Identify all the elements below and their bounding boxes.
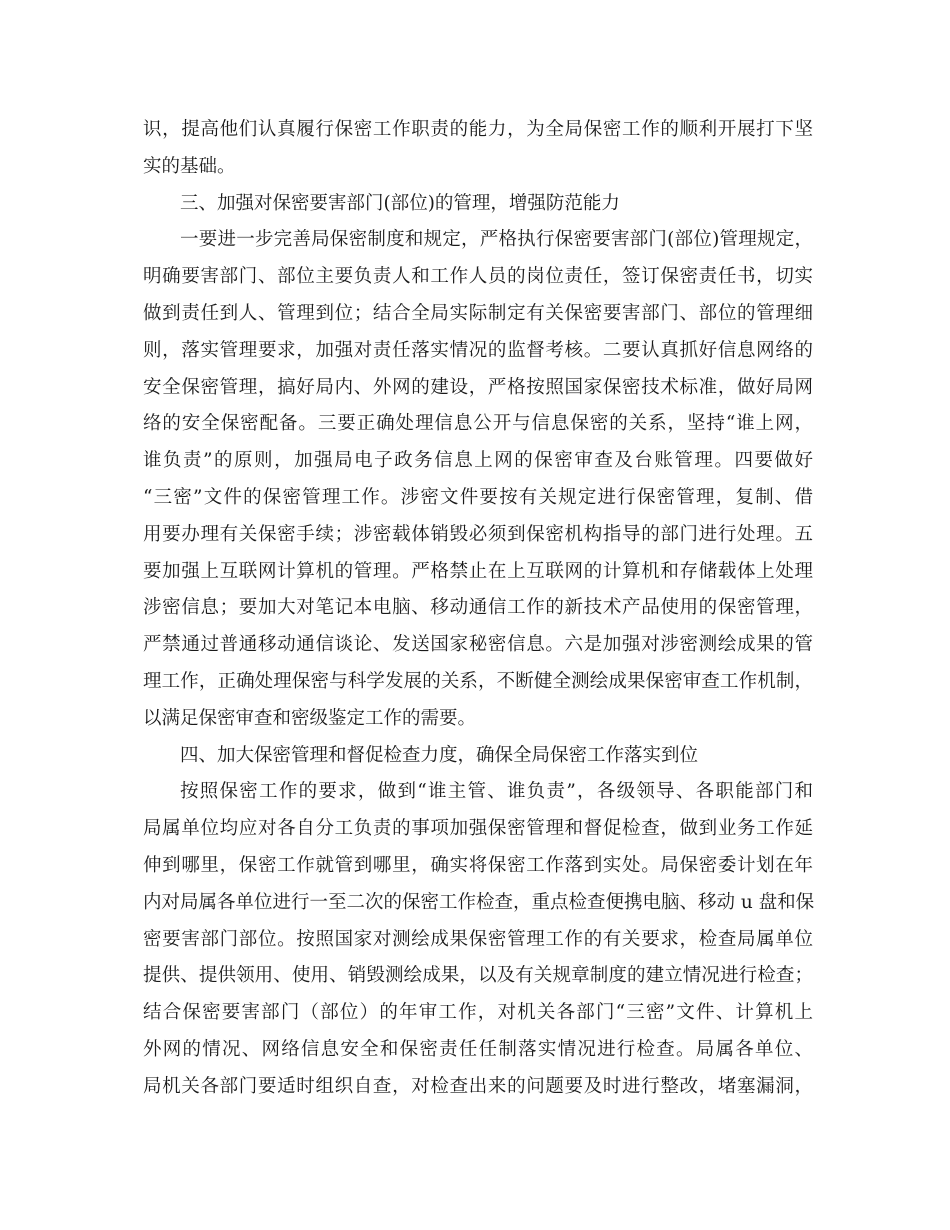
text-line: 涉密信息；要加大对笔记本电脑、移动通信工作的新技术产品使用的保密管理， xyxy=(143,597,813,619)
text-line: 一要进一步完善局保密制度和规定，严格执行保密要害部门(部位)管理规定， xyxy=(180,229,813,251)
text-line: 用要办理有关保密手续；涉密载体销毁必须到保密机构指导的部门进行处理。五 xyxy=(143,523,813,545)
text-line: 内对局属各单位进行一至二次的保密工作检查，重点检查便携电脑、移动 u 盘和保 xyxy=(143,891,815,913)
text-line: 局属单位均应对各自分工负责的事项加强保密管理和督促检查，做到业务工作延 xyxy=(143,818,813,840)
text-line: 外网的情况、网络信息安全和保密责任任制落实情况进行检查。局属各单位、 xyxy=(143,1038,813,1060)
text-line: 伸到哪里，保密工作就管到哪里，确实将保密工作落到实处。局保密委计划在年 xyxy=(143,854,813,876)
text-line: 提供、提供领用、使用、销毁测绘成果，以及有关规章制度的建立情况进行检查； xyxy=(143,965,813,987)
document-body xyxy=(143,112,813,1106)
text-line: “三密”文件的保密管理工作。涉密文件要按有关规定进行保密管理，复制、借 xyxy=(143,486,813,508)
text-line: 严禁通过普通移动通信谈论、发送国家秘密信息。六是加强对涉密测绘成果的管 xyxy=(143,634,813,656)
text-line: 安全保密管理，搞好局内、外网的建设，严格按照国家保密技术标准，做好局网 xyxy=(143,376,813,398)
text-line: 识，提高他们认真履行保密工作职责的能力，为全局保密工作的顺利开展打下坚 xyxy=(143,119,813,140)
text-line: 做到责任到人、管理到位；结合全局实际制定有关保密要害部门、部位的管理细 xyxy=(143,302,813,324)
text-line: 局机关各部门要适时组织自查，对检查出来的问题要及时进行整改，堵塞漏洞， xyxy=(143,1075,813,1097)
text-line: 四、加大保密管理和督促检查力度，确保全局保密工作落实到位 xyxy=(180,744,699,766)
text-line: 明确要害部门、部位主要负责人和工作人员的岗位责任，签订保密责任书，切实 xyxy=(143,266,813,288)
text-line: 密要害部门部位。按照国家对测绘成果保密管理工作的有关要求，检查局属单位 xyxy=(143,928,813,950)
text-line: 三、加强对保密要害部门(部位)的管理，增强防范能力 xyxy=(180,192,620,214)
text-line: 实的基础。 xyxy=(143,155,236,177)
text-line: 则，落实管理要求，加强对责任落实情况的监督考核。二要认真抓好信息网络的 xyxy=(143,339,813,361)
text-line: 要加强上互联网计算机的管理。严格禁止在上互联网的计算机和存储载体上处理 xyxy=(143,560,813,582)
text-line: 结合保密要害部门（部位）的年审工作，对机关各部门“三密”文件、计算机上 xyxy=(143,1002,813,1024)
text-line: 络的安全保密配备。三要正确处理信息公开与信息保密的关系，坚持“谁上网， xyxy=(143,413,813,435)
text-line: 以满足保密审查和密级鉴定工作的需要。 xyxy=(143,707,477,729)
text-line: 谁负责”的原则，加强局电子政务信息上网的保密审查及台账管理。四要做好 xyxy=(143,450,813,472)
text-line: 按照保密工作的要求，做到“谁主管、谁负责”，各级领导、各职能部门和 xyxy=(180,781,813,803)
text-line: 理工作，正确处理保密与科学发展的关系，不断健全测绘成果保密审查工作机制， xyxy=(143,670,813,692)
